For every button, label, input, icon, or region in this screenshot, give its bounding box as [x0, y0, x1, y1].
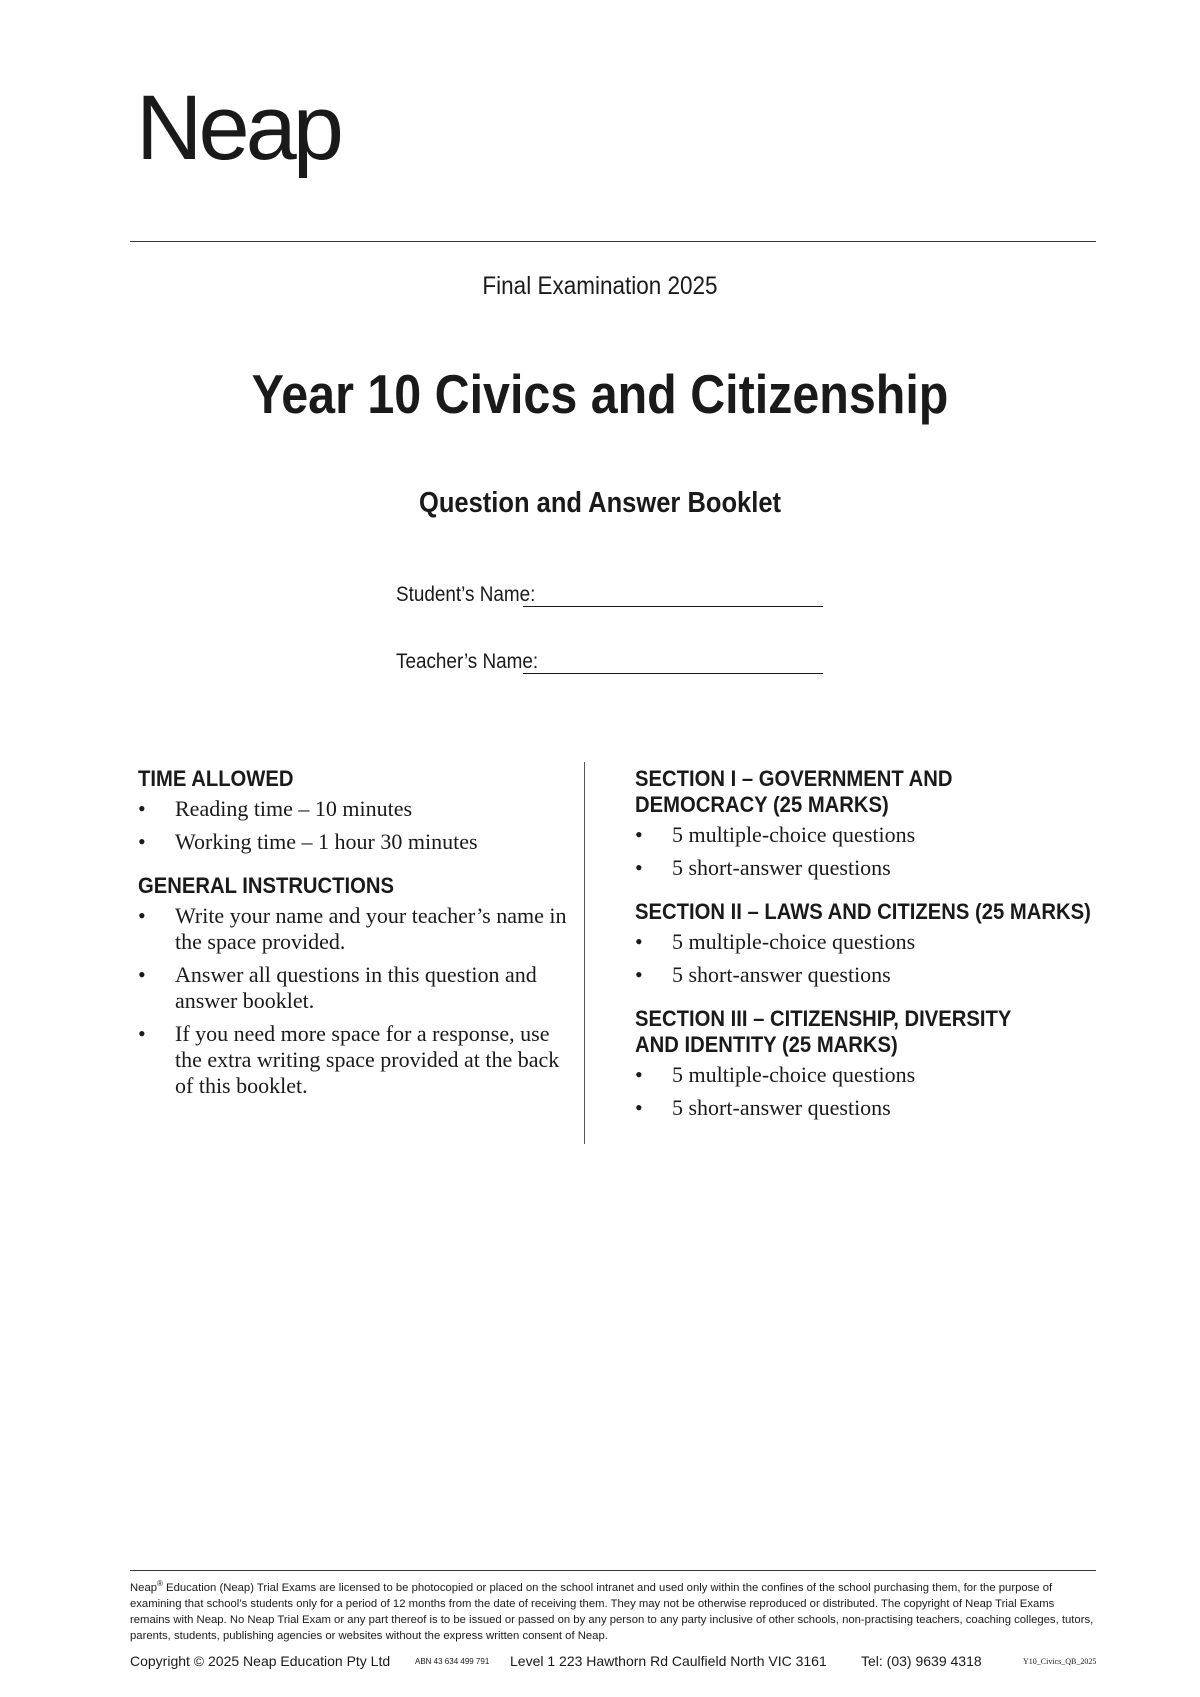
address-text: Level 1 223 Hawthorn Rd Caulfield North VIC 3161	[510, 1653, 827, 1669]
list-item	[138, 1021, 568, 1099]
section-1-list	[635, 822, 1105, 881]
copyright-text: Copyright © 2025 Neap Education Pty Ltd	[130, 1653, 391, 1669]
bullet-icon: •	[138, 796, 146, 821]
list-item	[635, 962, 1105, 988]
bullet-icon: •	[635, 855, 643, 880]
section-3-heading: SECTION III – CITIZENSHIP, DIVERSITY AND IDENTITY (25 MARKS)	[635, 1006, 1012, 1057]
list-item	[138, 962, 568, 1014]
exam-label: Final Examination 2025	[482, 272, 718, 300]
list-item-text: 5 short-answer questions	[672, 855, 891, 880]
bullet-icon: •	[138, 903, 146, 928]
list-item-text: 5 short-answer questions	[672, 1095, 891, 1120]
list-item-text: 5 short-answer questions	[672, 962, 891, 987]
teacher-name-field	[396, 650, 836, 674]
list-item-text: 5 multiple-choice questions	[672, 929, 916, 954]
phone-text: Tel: (03) 9639 4318	[861, 1653, 982, 1669]
license-notice	[130, 1576, 1096, 1644]
booklet-subtitle: Question and Answer Booklet	[418, 487, 782, 519]
list-item-text: Write your name and your teacher’s name in the space provided.	[175, 903, 567, 954]
list-item-text: If you need more space for a response, use the extra writing space provided at the back of this booklet.	[175, 1021, 560, 1098]
time-list	[138, 796, 568, 855]
section-2-list	[635, 929, 1105, 988]
list-item-text: Reading time – 10 minutes	[175, 796, 413, 821]
list-item-text: 5 multiple-choice questions	[672, 822, 916, 847]
time-allowed-heading: TIME ALLOWED	[138, 766, 294, 791]
instructions-list	[138, 903, 568, 1099]
list-item	[635, 1062, 1105, 1088]
list-item-text: Working time – 1 hour 30 minutes	[175, 829, 478, 854]
list-item-text: 5 multiple-choice questions	[672, 1062, 916, 1087]
bullet-icon: •	[635, 822, 643, 847]
list-item	[635, 855, 1105, 881]
section-1-heading: SECTION I – GOVERNMENT AND DEMOCRACY (25 MARKS)	[635, 766, 953, 817]
bullet-icon: •	[635, 929, 643, 954]
footer-brand: Neap	[130, 1581, 158, 1594]
column-divider	[584, 762, 585, 1144]
student-name-label: Student’s Name:	[396, 583, 536, 606]
teacher-name-line	[523, 653, 823, 674]
page-title: Year 10 Civics and Citizenship	[251, 363, 949, 425]
section-3-list	[635, 1062, 1105, 1121]
list-item	[138, 796, 568, 822]
bullet-icon: •	[635, 1062, 643, 1087]
abn-text: ABN 43 634 499 791	[415, 1657, 490, 1666]
list-item	[635, 1095, 1105, 1121]
document-code: Y10_Civics_QB_2025	[1023, 1657, 1097, 1666]
list-item	[138, 829, 568, 855]
header-divider	[130, 241, 1096, 242]
bullet-icon: •	[138, 962, 146, 987]
footer-divider	[130, 1570, 1096, 1571]
list-item	[635, 929, 1105, 955]
list-item-text: Answer all questions in this question and answer booklet.	[175, 962, 537, 1013]
left-column	[138, 766, 568, 1117]
registered-mark: ®	[157, 1579, 163, 1588]
neap-logo: Neap	[136, 77, 340, 179]
student-name-line	[523, 586, 823, 607]
bullet-icon: •	[138, 829, 146, 854]
student-name-field	[396, 583, 836, 607]
right-column	[635, 766, 1105, 1139]
bullet-icon: •	[138, 1021, 146, 1046]
general-instructions-heading: GENERAL INSTRUCTIONS	[138, 873, 395, 898]
list-item	[635, 822, 1105, 848]
list-item	[138, 903, 568, 955]
license-text: Education (Neap) Trial Exams are licensed to be photocopied or placed on the school intranet and used only within the confines of the school purchasing them, for the purpose of examining that school’s students only for a period of 12 months from the date of receiving them. They may not be otherwise reproduced or distributed. The copyright of Neap Trial Exams remains with Neap. No Neap Trial Exam or any part thereof is to be issued or passed on by any person to any party inclusive of other schools, non-practising teachers, coaching colleges, tutors, parents, students, publishing agencies or websites without the express written consent of Neap.	[130, 1581, 1094, 1642]
bullet-icon: •	[635, 1095, 643, 1120]
bullet-icon: •	[635, 962, 643, 987]
section-2-heading: SECTION II – LAWS AND CITIZENS (25 MARKS)	[635, 899, 1091, 924]
teacher-name-label: Teacher’s Name:	[396, 650, 539, 673]
